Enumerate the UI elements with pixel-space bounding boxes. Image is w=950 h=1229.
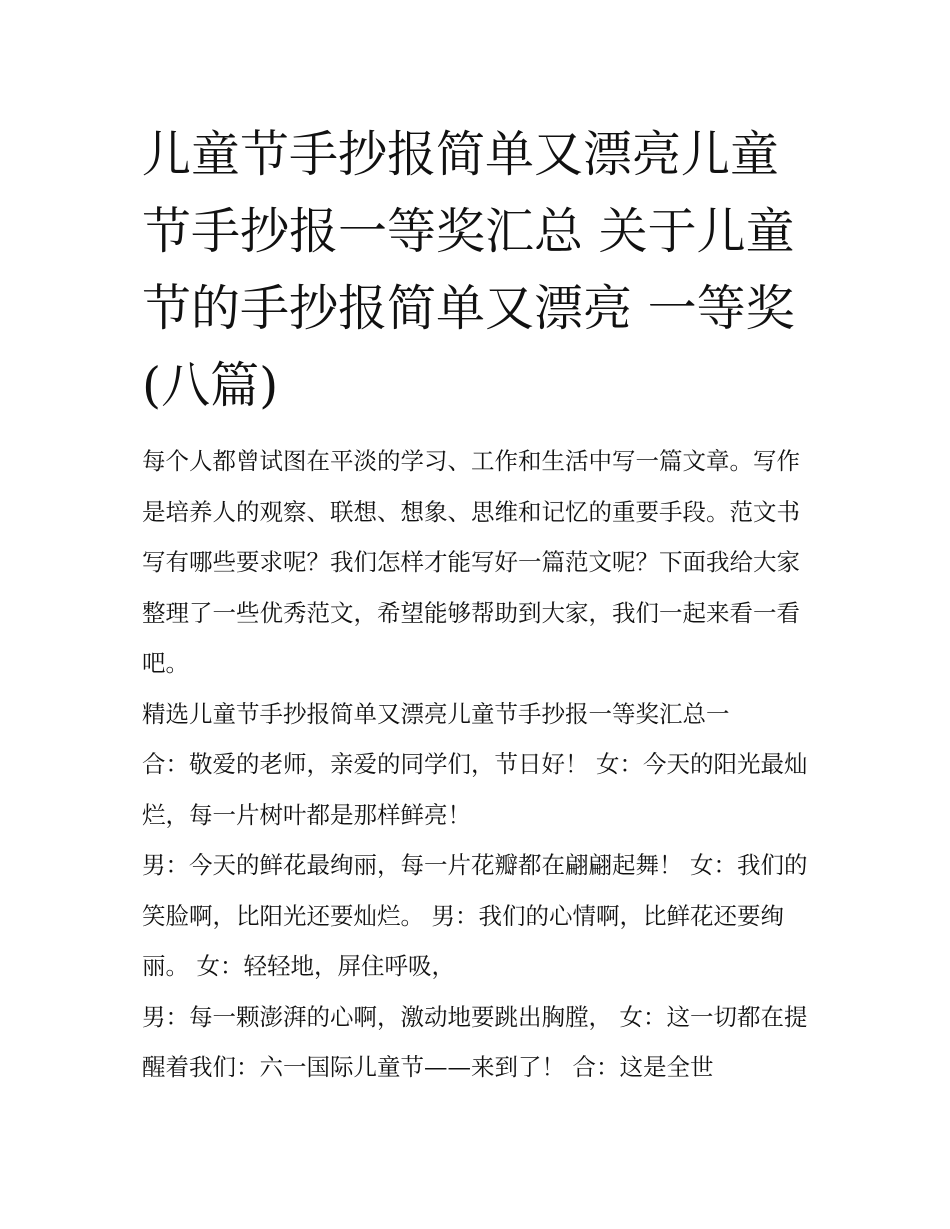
body-paragraph: 男：每一颗澎湃的心啊，激动地要跳出胸膛， 女：这一切都在提醒着我们：六一国际儿童节——来到了！ 合：这是全世 [142,1002,808,1081]
section-heading: 精选儿童节手抄报简单又漂亮儿童节手抄报一等奖汇总一 [142,699,730,728]
document-title: 儿童节手抄报简单又漂亮儿童节手抄报一等奖汇总 关于儿童节的手抄报简单又漂亮 一等奖(八篇) [142,126,795,414]
intro-paragraph: 每个人都曾试图在平淡的学习、工作和生活中写一篇文章。写作是培养人的观察、联想、想象、思维和记忆的重要手段。范文书写有哪些要求呢？我们怎样才能写好一篇范文呢？下面我给大家整理了一些优秀范文，希望能够帮助到大家，我们一起来看一看吧。 [142,447,800,677]
document-body [142,436,822,1093]
body-paragraph: 合：敬爱的老师，亲爱的同学们，节日好！ 女：今天的阳光最灿烂，每一片树叶都是那样鲜亮！ [142,750,808,829]
body-paragraph: 男：今天的鲜花最绚丽，每一片花瓣都在翩翩起舞！ 女：我们的笑脸啊，比阳光还要灿烂。 男：我们的心情啊，比鲜花还要绚丽。 女：轻轻地，屏住呼吸， [142,851,808,980]
